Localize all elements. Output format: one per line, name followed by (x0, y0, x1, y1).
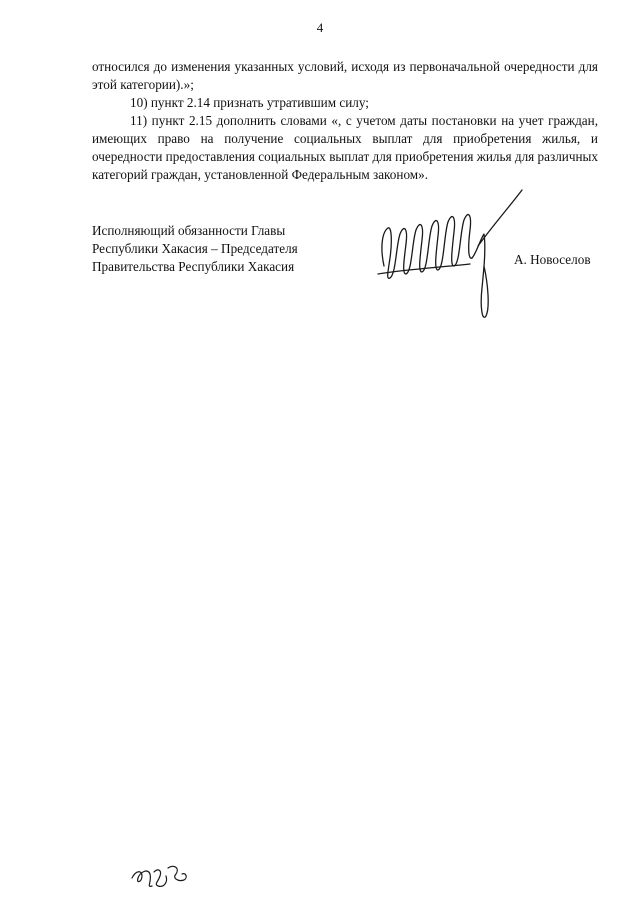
handwritten-initials (128, 858, 190, 892)
paragraph-item-10: 10) пункт 2.14 признать утратившим силу; (130, 95, 369, 110)
signer-name: А. Новоселов (514, 252, 591, 267)
paragraph-continuation: относился до изменения указанных условий, исходя из первоначальной очередности для этой категории).»; (92, 59, 598, 92)
handwritten-signature (372, 188, 528, 328)
position-line: Исполняющий обязанности Главы (92, 223, 286, 238)
page-number: 4 (316, 20, 324, 35)
paragraph-item-11: 11) пункт 2.15 дополнить словами «, с учетом даты постановки на учет граждан, имеющих право на получение социальных выплат для приобретения жилья, и очередности предоставления социальных выплат для приобретения жилья для различных категорий граждан, установленной Федеральным законом». (92, 113, 598, 182)
signatory-position (92, 222, 298, 276)
position-line: Правительства Республики Хакасия (92, 259, 295, 274)
position-line: Республики Хакасия – Председателя (92, 241, 298, 256)
document-body (92, 58, 598, 184)
